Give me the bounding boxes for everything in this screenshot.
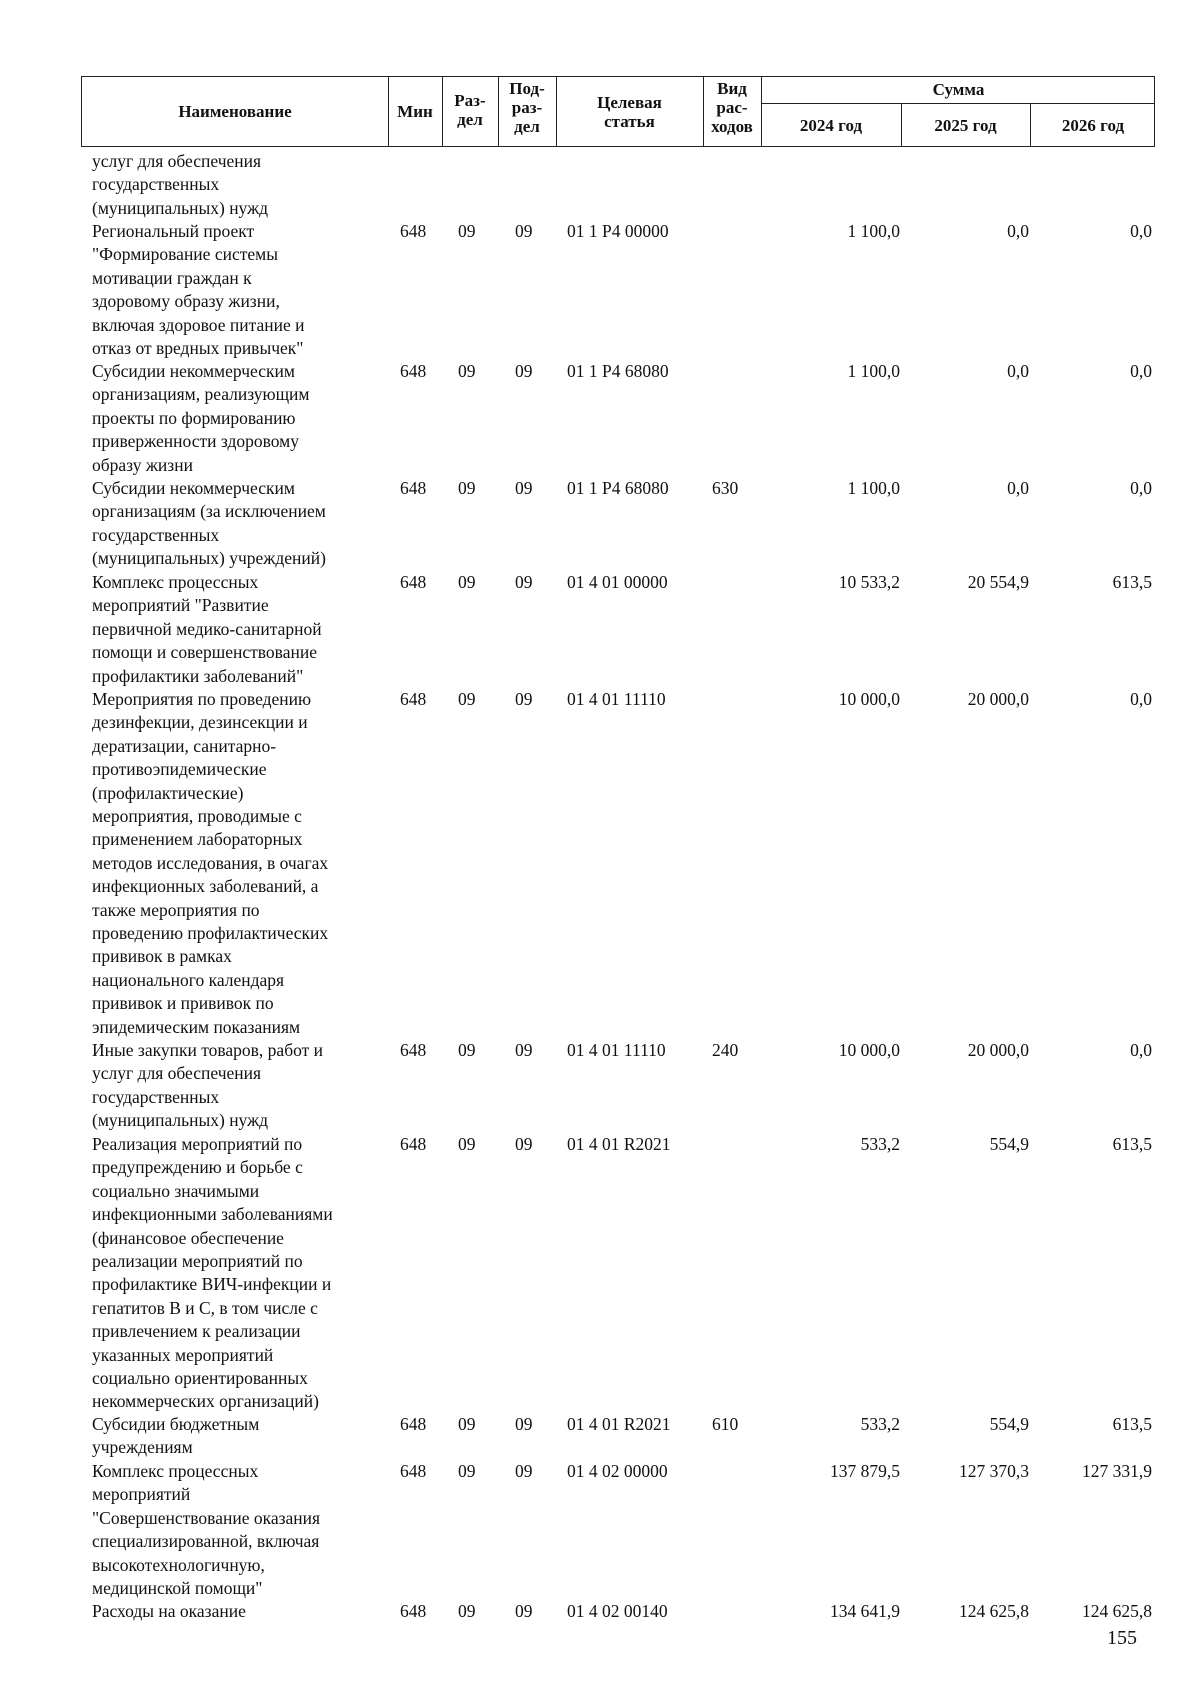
row-sum-2025: 554,9: [989, 1134, 1029, 1154]
row-sum-2024: 134 641,9: [830, 1601, 900, 1621]
row-podrazdel: 09: [515, 478, 533, 498]
row-name: Региональный проект "Формирование системы мотивации граждан к здоровому образу жизни, включая здоровое питание и отказ от вредных привычек": [92, 221, 305, 359]
row-sum-2026: 127 331,9: [1082, 1461, 1152, 1481]
row-razdel: 09: [458, 572, 476, 592]
row-sum-2026: 0,0: [1130, 221, 1152, 241]
row-podrazdel: 09: [515, 1601, 533, 1621]
row-sum-2025: 124 625,8: [959, 1601, 1029, 1621]
row-name: Субсидии некоммерческим организациям, реализующим проекты по формированию приверженности здоровому образу жизни: [92, 361, 310, 475]
row-celevaya: 01 1 P4 68080: [567, 478, 669, 498]
header-2025: 2025 год: [934, 116, 997, 135]
row-sum-2024: 10 533,2: [838, 572, 900, 592]
row-sum-2025: 0,0: [1007, 478, 1029, 498]
row-celevaya: 01 4 02 00140: [567, 1601, 668, 1621]
row-sum-2026: 613,5: [1112, 1414, 1152, 1434]
row-podrazdel: 09: [515, 1040, 533, 1060]
header-2026: 2026 год: [1061, 116, 1125, 135]
table-header: [81, 76, 1155, 147]
row-razdel: 09: [458, 1461, 476, 1481]
row-min: 648: [400, 1040, 427, 1060]
row-sum-2026: 0,0: [1130, 478, 1152, 498]
row-min: 648: [400, 572, 427, 592]
header-podrazdel: Под- раз- дел: [509, 79, 545, 136]
row-razdel: 09: [458, 1134, 476, 1154]
row-podrazdel: 09: [515, 221, 533, 241]
row-sum-2026: 0,0: [1130, 361, 1152, 381]
row-sum-2024: 533,2: [860, 1414, 900, 1434]
row-name: Субсидии бюджетным учреждениям: [92, 1414, 260, 1458]
row-name: Реализация мероприятий по предупреждению и борьбе с социально значимыми инфекционными заболеваниями (финансовое обеспечение реализации мероприятий по профилактике ВИЧ-инфекции и гепатитов В и С, в том числе с привлечением к реализации указанных мероприятий социально ориентированных некоммерческих организаций): [92, 1134, 333, 1412]
row-celevaya: 01 4 01 R2021: [567, 1134, 671, 1154]
row-sum-2024: 10 000,0: [838, 689, 900, 709]
row-sum-2024: 1 100,0: [847, 221, 900, 241]
row-min: 648: [400, 1601, 427, 1621]
row-sum-2025: 0,0: [1007, 221, 1029, 241]
row-sum-2024: 137 879,5: [830, 1461, 900, 1481]
row-celevaya: 01 1 P4 00000: [567, 221, 669, 241]
row-podrazdel: 09: [515, 361, 533, 381]
row-podrazdel: 09: [515, 1461, 533, 1481]
row-min: 648: [400, 1461, 427, 1481]
row-celevaya: 01 1 P4 68080: [567, 361, 669, 381]
row-min: 648: [400, 478, 427, 498]
row-sum-2025: 20 554,9: [967, 572, 1029, 592]
row-min: 648: [400, 689, 427, 709]
row-name: Комплекс процессных мероприятий "Развитие первичной медико-санитарной помощи и совершенствование профилактики заболеваний": [92, 572, 322, 686]
row-razdel: 09: [458, 478, 476, 498]
row-vid: 630: [712, 478, 739, 498]
page-number: 155: [1107, 1627, 1137, 1649]
header-name: Наименование: [178, 102, 292, 121]
row-sum-2026: 613,5: [1112, 1134, 1152, 1154]
row-razdel: 09: [458, 689, 476, 709]
row-sum-2024: 1 100,0: [847, 478, 900, 498]
row-sum-2025: 20 000,0: [967, 1040, 1029, 1060]
row-sum-2025: 127 370,3: [959, 1461, 1029, 1481]
row-razdel: 09: [458, 1040, 476, 1060]
row-celevaya: 01 4 01 R2021: [567, 1414, 671, 1434]
row-podrazdel: 09: [515, 1414, 533, 1434]
row-name: Комплекс процессных мероприятий "Совершенствование оказания специализированной, включая высокотехнологичную, медицинской помощи": [92, 1461, 321, 1599]
row-sum-2025: 20 000,0: [967, 689, 1029, 709]
header-razdel: Раз- дел: [454, 91, 486, 129]
row-name: Мероприятия по проведению дезинфекции, дезинсекции и дератизации, санитарно- противоэпидемические (профилактические) мероприятия, проводимые с применением лабораторных методов исследования, в очагах инфекционных заболеваний, а также мероприятия по проведению профилактических прививок в рамках национального календаря прививок и прививок по эпидемическим показаниям: [92, 689, 329, 1037]
row-celevaya: 01 4 01 00000: [567, 572, 668, 592]
row-sum-2024: 1 100,0: [847, 361, 900, 381]
row-podrazdel: 09: [515, 689, 533, 709]
row-razdel: 09: [458, 221, 476, 241]
row-min: 648: [400, 1414, 427, 1434]
row-sum-2026: 613,5: [1112, 572, 1152, 592]
row-celevaya: 01 4 02 00000: [567, 1461, 668, 1481]
row-podrazdel: 09: [515, 572, 533, 592]
row-min: 648: [400, 361, 427, 381]
header-summa: Сумма: [932, 80, 985, 99]
row-razdel: 09: [458, 1414, 476, 1434]
row-vid: 240: [712, 1040, 739, 1060]
row-sum-2025: 0,0: [1007, 361, 1029, 381]
header-min: Мин: [397, 102, 433, 121]
header-vid: Вид рас- ходов: [711, 79, 753, 136]
row-min: 648: [400, 221, 427, 241]
row-podrazdel: 09: [515, 1134, 533, 1154]
row-name: услуг для обеспечения государственных (муниципальных) нужд: [92, 151, 269, 218]
row-sum-2024: 533,2: [860, 1134, 900, 1154]
row-min: 648: [400, 1134, 427, 1154]
row-sum-2025: 554,9: [989, 1414, 1029, 1434]
row-razdel: 09: [458, 361, 476, 381]
row-sum-2026: 124 625,8: [1082, 1601, 1152, 1621]
row-vid: 610: [712, 1414, 739, 1434]
row-name: Субсидии некоммерческим организациям (за исключением государственных (муниципальных) учреждений): [92, 478, 326, 569]
row-celevaya: 01 4 01 11110: [567, 1040, 666, 1060]
row-name: Расходы на оказание: [92, 1601, 246, 1621]
row-sum-2026: 0,0: [1130, 1040, 1152, 1060]
row-name: Иные закупки товаров, работ и услуг для обеспечения государственных (муниципальных) нужд: [92, 1040, 324, 1131]
header-divider: [761, 103, 1154, 104]
row-sum-2024: 10 000,0: [838, 1040, 900, 1060]
row-sum-2026: 0,0: [1130, 689, 1152, 709]
header-2024: 2024 год: [799, 116, 863, 135]
row-razdel: 09: [458, 1601, 476, 1621]
header-celevaya: Целевая статья: [597, 93, 662, 131]
row-celevaya: 01 4 01 11110: [567, 689, 666, 709]
